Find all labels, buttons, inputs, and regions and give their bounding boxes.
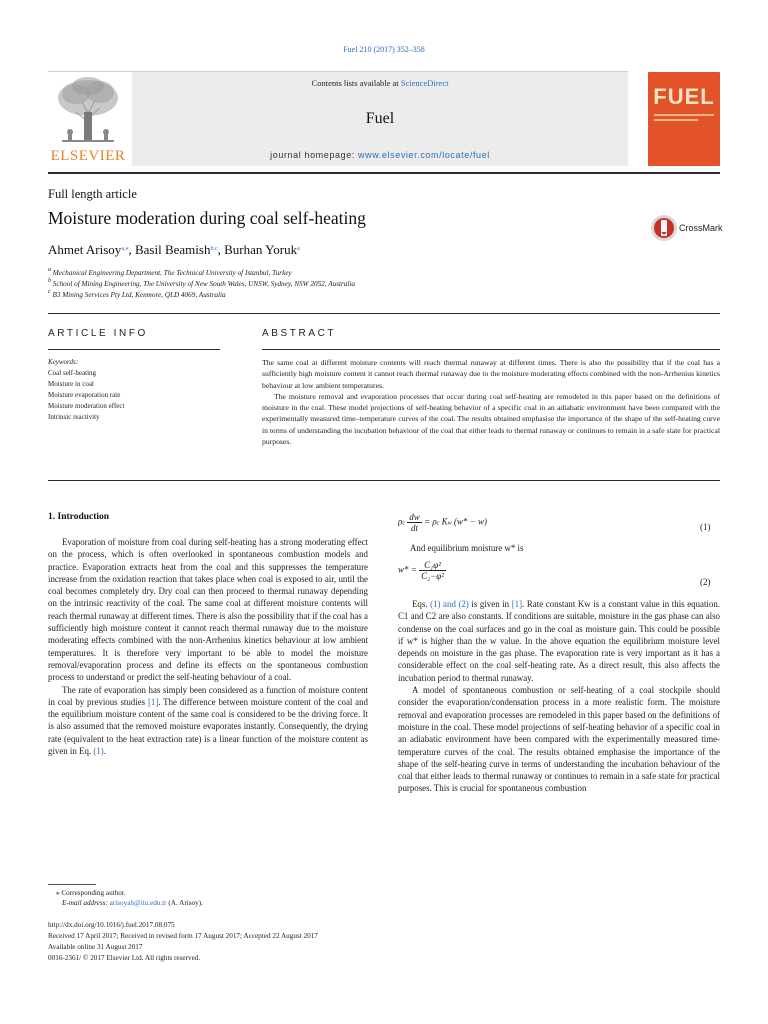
section-heading-introduction: 1. Introduction <box>48 512 110 522</box>
keyword: Moisture moderation effect <box>48 402 125 410</box>
body-text: Eqs. <box>412 599 431 609</box>
email-label: E-mail address: <box>62 899 110 907</box>
body-paragraph: A model of spontaneous combustion or self-heating of a coal stockpile should consider the evaporation/condensation process in a more realistic form. The moisture removal and evaporation processes are remodeled in this paper based on the definitions of moisture in the coal. These model projections of self-heating behavior of a specific coal in an adiabatic environment have been compared with the experimentally measured time-temperature curves of the coal. The results obtained emphasise the importance of the shape of the self-heating curve in terms of understanding the incubation behaviour of the coal that either leads to thermal runaway or continues to remain in a safe state for practical purposes. This is crucial for spontaneous combustion <box>398 685 720 794</box>
body-text: . <box>103 746 106 757</box>
author-name[interactable]: Basil Beamish <box>134 242 211 257</box>
article-info-rule <box>48 349 220 350</box>
eq1-coefficient: ρ <box>398 516 403 527</box>
body-paragraph <box>48 684 368 758</box>
affiliation-mark: b <box>48 278 51 284</box>
eq2-denominator: C₂−φ² <box>421 571 444 581</box>
body-column-left <box>48 536 368 757</box>
body-column-right <box>398 598 720 795</box>
copyright-line: 0016-2361/ © 2017 Elsevier Ltd. All rights reserved. <box>48 954 201 962</box>
eq1-rate: K <box>441 516 448 527</box>
email-line <box>62 899 203 907</box>
equation-link[interactable]: (1) <box>93 746 104 757</box>
article-info-heading: ARTICLE INFO <box>48 328 148 339</box>
tree-logo-icon <box>48 72 128 146</box>
online-date: Available online 31 August 2017 <box>48 943 143 951</box>
author-separator: , <box>217 242 225 257</box>
homepage-prefix: journal homepage: <box>270 150 358 160</box>
header-bottom-rule <box>48 172 720 174</box>
contents-prefix: Contents lists available at <box>311 78 401 88</box>
author-name[interactable]: Burhan Yoruk <box>224 242 298 257</box>
equation-link[interactable]: (1) and (2) <box>430 599 469 609</box>
author-affiliation-mark[interactable]: a,⁎ <box>121 246 129 252</box>
equation-intro-text: And equilibrium moisture w* is <box>410 543 524 553</box>
keywords-label: Keywords: <box>48 358 79 366</box>
cover-decoration <box>654 119 698 121</box>
author-affiliation-mark[interactable]: b,c <box>210 246 218 252</box>
footnote-rule <box>48 884 96 885</box>
author-name[interactable]: Ahmet Arisoy <box>48 242 122 257</box>
keyword: Intrinsic reactivity <box>48 413 100 421</box>
keyword: Coal self-heating <box>48 369 97 377</box>
section-divider <box>48 480 720 481</box>
equation-number: (2) <box>700 577 711 587</box>
body-text: The rate of evaporation has simply been considered as a function of moisture content in coal by previous studies <box>48 684 368 707</box>
eq1-numerator: dw <box>409 512 420 522</box>
crossmark-icon[interactable] <box>650 214 678 242</box>
keyword: Moisture evaporation rate <box>48 391 121 399</box>
email-link[interactable]: arisoyah@itu.edu.tr <box>109 899 167 907</box>
abstract-rule <box>262 349 720 350</box>
eq2-numerator: C₁φ² <box>419 560 446 571</box>
author-affiliation-mark[interactable]: a <box>297 246 300 252</box>
received-dates: Received 17 April 2017; Received in revised form 17 August 2017; Accepted 22 August 2017 <box>48 932 318 940</box>
homepage-link[interactable]: www.elsevier.com/locate/fuel <box>358 150 490 160</box>
author-list <box>48 242 300 258</box>
article-title: Moisture moderation during coal self-heating <box>48 208 366 228</box>
affiliation-mark: a <box>48 267 51 273</box>
body-text: . Rate constant Kw is a constant value in this equation. C1 and C2 are also constants. If conditions are suitable, moisture in the gas phase can also condense on the coal surfaces and go in the coal as moisture gain. This could be possible if w* is higher than the w value. In the above equation the equilibrium moisture level depends on moisture in the gas phase. The evaporation rate is very important as it has a considerable effect on the coal self-heating rate. As a direct result, this also affects the incubation period to thermal runaway. <box>398 599 720 683</box>
eq1-rhs: = ρ <box>424 516 437 527</box>
affiliation-text: B3 Mining Services Pty Ltd, Kenmore, QLD 4069, Australia <box>52 291 226 299</box>
eq2-fraction <box>419 560 446 581</box>
body-text: is given in <box>468 599 512 609</box>
elsevier-wordmark: ELSEVIER <box>50 148 126 164</box>
eq2-lhs: w* = <box>398 564 417 575</box>
corresponding-author-note: ⁎ Corresponding author. <box>56 889 126 897</box>
equation-2 <box>398 560 720 581</box>
journal-citation-link[interactable]: Fuel 210 (2017) 352–358 <box>343 45 425 54</box>
crossmark-label[interactable]: CrossMark <box>679 223 723 233</box>
body-text: . The difference between moisture content of the coal and the equilibrium moisture content of the same coal is considered to be the driving force. It is also assumed that the removed moisture evaporates instantly. Consequently, the drying rate (equivalent to the heat extraction rate) is a linear function of the moisture content as given in Eq. <box>48 696 368 757</box>
affiliation-mark: c <box>48 289 51 295</box>
reference-link[interactable]: [1] <box>147 696 159 707</box>
doi-link[interactable]: http://dx.doi.org/10.1016/j.fuel.2017.08.075 <box>48 921 175 929</box>
eq1-driving-force: (w* − w) <box>453 516 487 527</box>
abstract-paragraph: The same coal at different moisture contents will reach thermal runaway at different times. There is also the possibility that if the coal has a sufficiently high moisture content it cannot reach thermal runaway due to the moisture moderating effects combined with the non-Arrhenius kinetics behaviour at low ambient temperatures. <box>262 358 720 390</box>
equation-1: ρc $\frac{dw}{dt}$ = ρc Kw (w* − w) <box>398 512 487 533</box>
affiliation-text: School of Mining Engineering, The University of New South Wales, UNSW, Sydney, NSW 2052, Australia <box>52 280 355 288</box>
abstract-body <box>262 357 720 447</box>
journal-name: Fuel <box>365 110 395 127</box>
eq1-denominator: dt <box>411 523 419 533</box>
reference-link[interactable]: [1] <box>511 599 523 609</box>
section-divider <box>48 313 720 314</box>
contents-available-line <box>132 78 628 88</box>
author-separator: , <box>128 242 135 257</box>
cover-title: FUEL <box>653 84 715 109</box>
keyword: Moisture in coal <box>48 380 94 388</box>
equation-number: (1) <box>700 522 711 532</box>
journal-homepage-line <box>132 150 628 160</box>
cover-decoration <box>654 114 714 116</box>
body-paragraph <box>398 598 720 684</box>
abstract-paragraph: The moisture removal and evaporation processes that occur during coal self-heating are remodeled in this paper based on the definitions of moisture in the coal. These model projections of self-heating behavior of a specific coal in an adiabatic environment have been compared with the experimentally measured time–temperature curves of the coal. The results obtained emphasise the importance of the shape of the self-heating curve in terms of understanding the incubation behaviour of the coal that either leads to thermal runaway or continues to remain in a safe state for practical purposes. <box>262 391 720 447</box>
affiliation <box>48 278 355 288</box>
affiliation-text: Mechanical Engineering Department, The Technical University of Istanbul, Turkey <box>52 269 292 277</box>
affiliation <box>48 267 292 277</box>
body-paragraph: Evaporation of moisture from coal during self-heating has a strong moderating effect on the process, which is often overlooked in spontaneous combustion models and practice. Evaporation extracts heat from the coal and this suppresses the temperature increase from the oxidation reaction that takes place when coal is exposed to air, until the coal becomes completely dry. Dry coal can then proceed to thermal runaway depending on the intrinsic reactivity of the coal. The same coal at different moisture contents will reach thermal runaway at different times. There is also the possibility that if the coal has a sufficiently high moisture content it cannot reach thermal runaway due to the moisture moderating effects combined with the non-Arrhenius kinetics behaviour at low ambient temperatures. It is therefore very important to be able to model the moisture removal/evaporation process and define its effects on the spontaneous combustion process to understand or predict the self-heating behaviour of a coal. <box>48 537 368 683</box>
affiliation <box>48 289 226 299</box>
sciencedirect-link[interactable]: ScienceDirect <box>400 78 449 88</box>
eq1-fraction <box>407 512 422 533</box>
abstract-heading: ABSTRACT <box>262 328 337 339</box>
article-type: Full length article <box>48 187 137 201</box>
email-suffix: (A. Arisoy). <box>166 899 203 907</box>
